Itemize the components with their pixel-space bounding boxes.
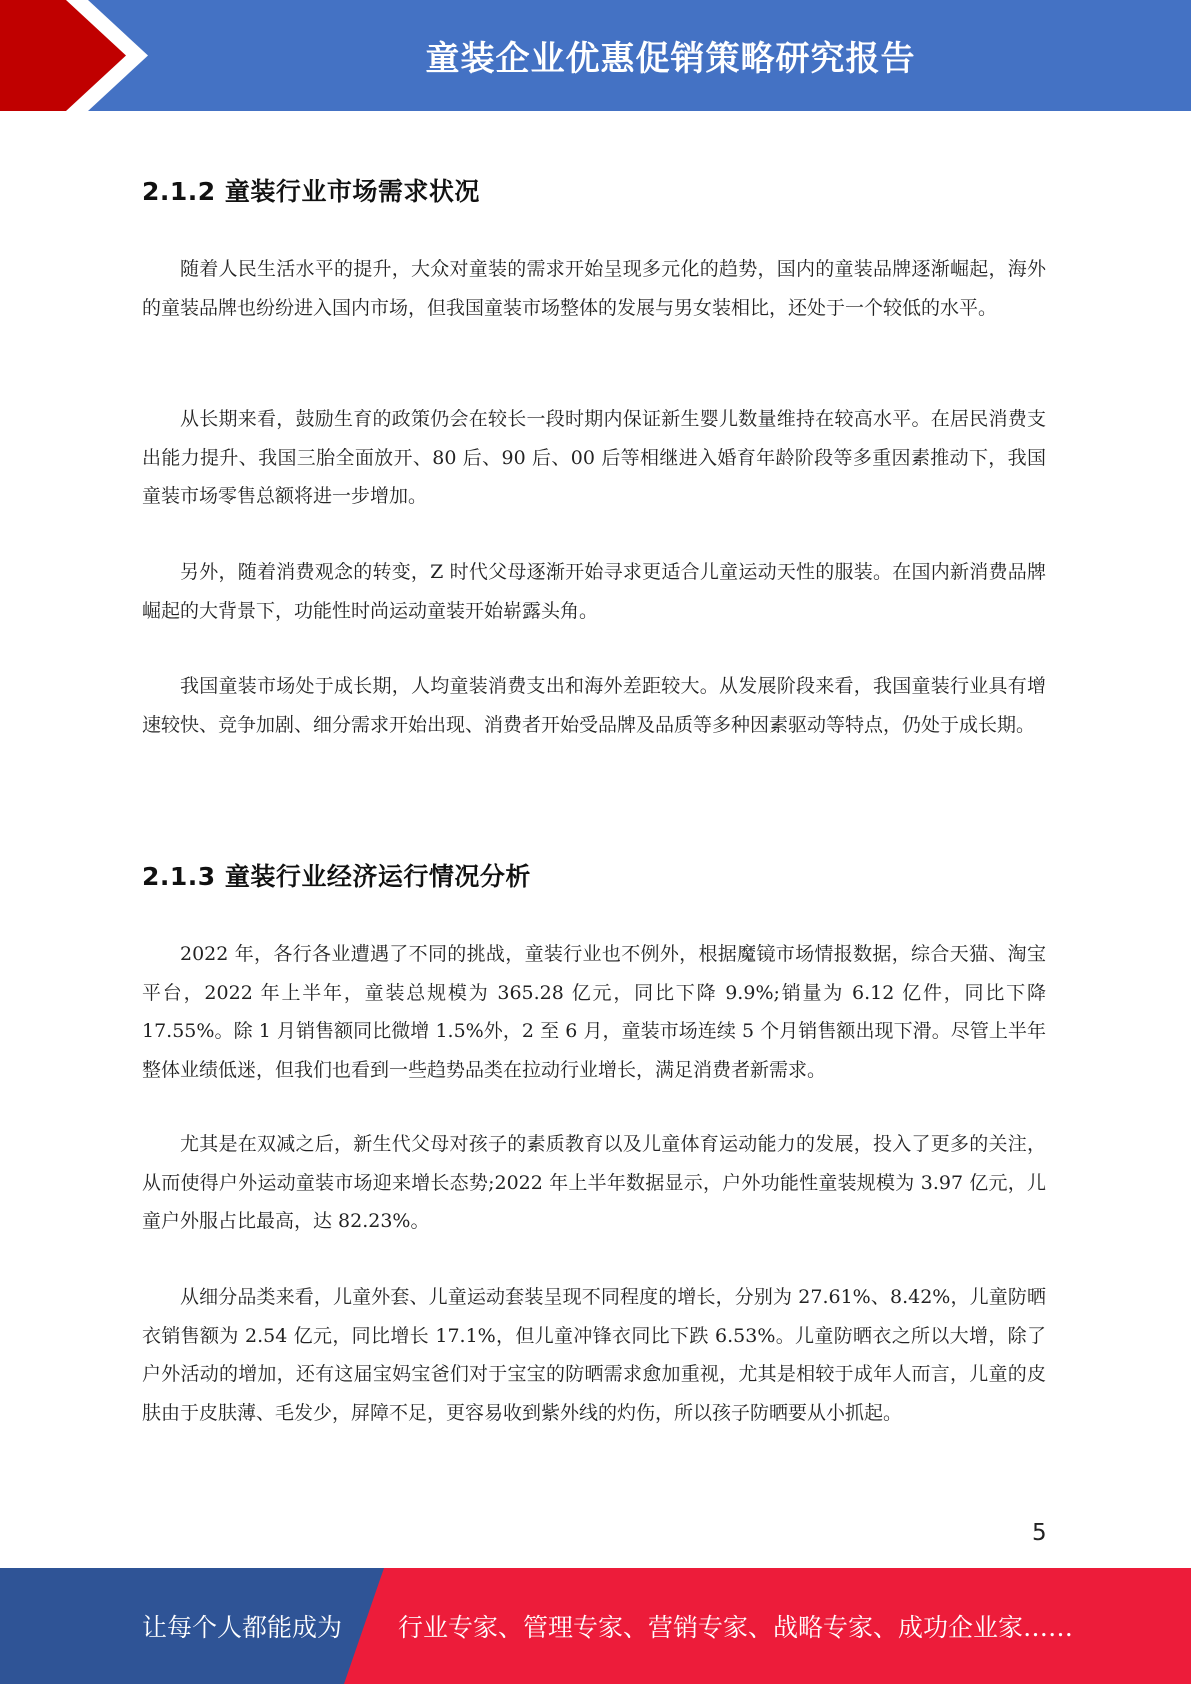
report-title: 童装企业优惠促销策略研究报告 xyxy=(425,39,916,79)
paragraph: 从长期来看，鼓励生育的政策仍会在较长一段时期内保证新生婴儿数量维持在较高水平。在居民消费支出能力提升、我国三胎全面放开、80 后、90 后、00 后等相继进入婚育年龄阶段等多重因素推动下，我国童装市场零售总额将进一步增加。 xyxy=(142,408,1046,507)
footer-slogan-left: 让每个人都能成为 xyxy=(142,1613,343,1642)
header-arrow-decoration xyxy=(0,0,160,111)
paragraph: 随着人民生活水平的提升，大众对童装的需求开始呈现多元化的趋势，国内的童装品牌逐渐崛起，海外的童装品牌也纷纷进入国内市场，但我国童装市场整体的发展与男女装相比，还处于一个较低的水平。 xyxy=(142,258,1046,319)
paragraph: 尤其是在双减之后，新生代父母对孩子的素质教育以及儿童体育运动能力的发展，投入了更多的关注，从而使得户外运动童装市场迎来增长态势;2022 年上半年数据显示，户外功能性童装规模为 3.97 亿元，儿童户外服占比最高，达 82.23%。 xyxy=(142,1133,1046,1232)
footer-slogan-right: 行业专家、管理专家、营销专家、战略专家、成功企业家…… xyxy=(398,1613,1074,1642)
paragraph: 另外，随着消费观念的转变，Z 时代父母逐渐开始寻求更适合儿童运动天性的服装。在国内新消费品牌崛起的大背景下，功能性时尚运动童装开始崭露头角。 xyxy=(142,561,1046,622)
page-header xyxy=(0,0,1191,111)
paragraph: 我国童装市场处于成长期，人均童装消费支出和海外差距较大。从发展阶段来看，我国童装行业具有增速较快、竞争加剧、细分需求开始出现、消费者开始受品牌及品质等多种因素驱动等特点，仍处于成长期。 xyxy=(142,675,1046,736)
arrow-red-shape xyxy=(0,0,126,111)
page-footer xyxy=(0,1568,1191,1684)
paragraph: 2022 年，各行各业遭遇了不同的挑战，童装行业也不例外，根据魔镜市场情报数据，综合天猫、淘宝平台，2022 年上半年，童装总规模为 365.28 亿元，同比下降 9.9%;销量为 6.12 亿件，同比下降 17.55%。除 1 月销售额同比微增 1.5%外，2 至 6 月，童装市场连续 5 个月销售额出现下滑。尽管上半年整体业绩低迷，但我们也看到一些趋势品类在拉动行业增长，满足消费者新需求。 xyxy=(142,943,1046,1081)
paragraph: 从细分品类来看，儿童外套、儿童运动套装呈现不同程度的增长，分别为 27.61%、8.42%，儿童防晒衣销售额为 2.54 亿元，同比增长 17.1%，但儿童冲锋衣同比下跌 6.53%。儿童防晒衣之所以大增，除了户外活动的增加，还有这届宝妈宝爸们对于宝宝的防晒需求愈加重视，尤其是相较于成年人而言，儿童的皮肤由于皮肤薄、毛发少，屏障不足，更容易收到紫外线的灼伤，所以孩子防晒要从小抓起。 xyxy=(142,1286,1046,1424)
section-heading-market-demand: 2.1.2 童装行业市场需求状况 xyxy=(142,177,480,206)
page-number: 5 xyxy=(1032,1520,1047,1546)
section-heading-economic-analysis: 2.1.3 童装行业经济运行情况分析 xyxy=(142,862,531,891)
